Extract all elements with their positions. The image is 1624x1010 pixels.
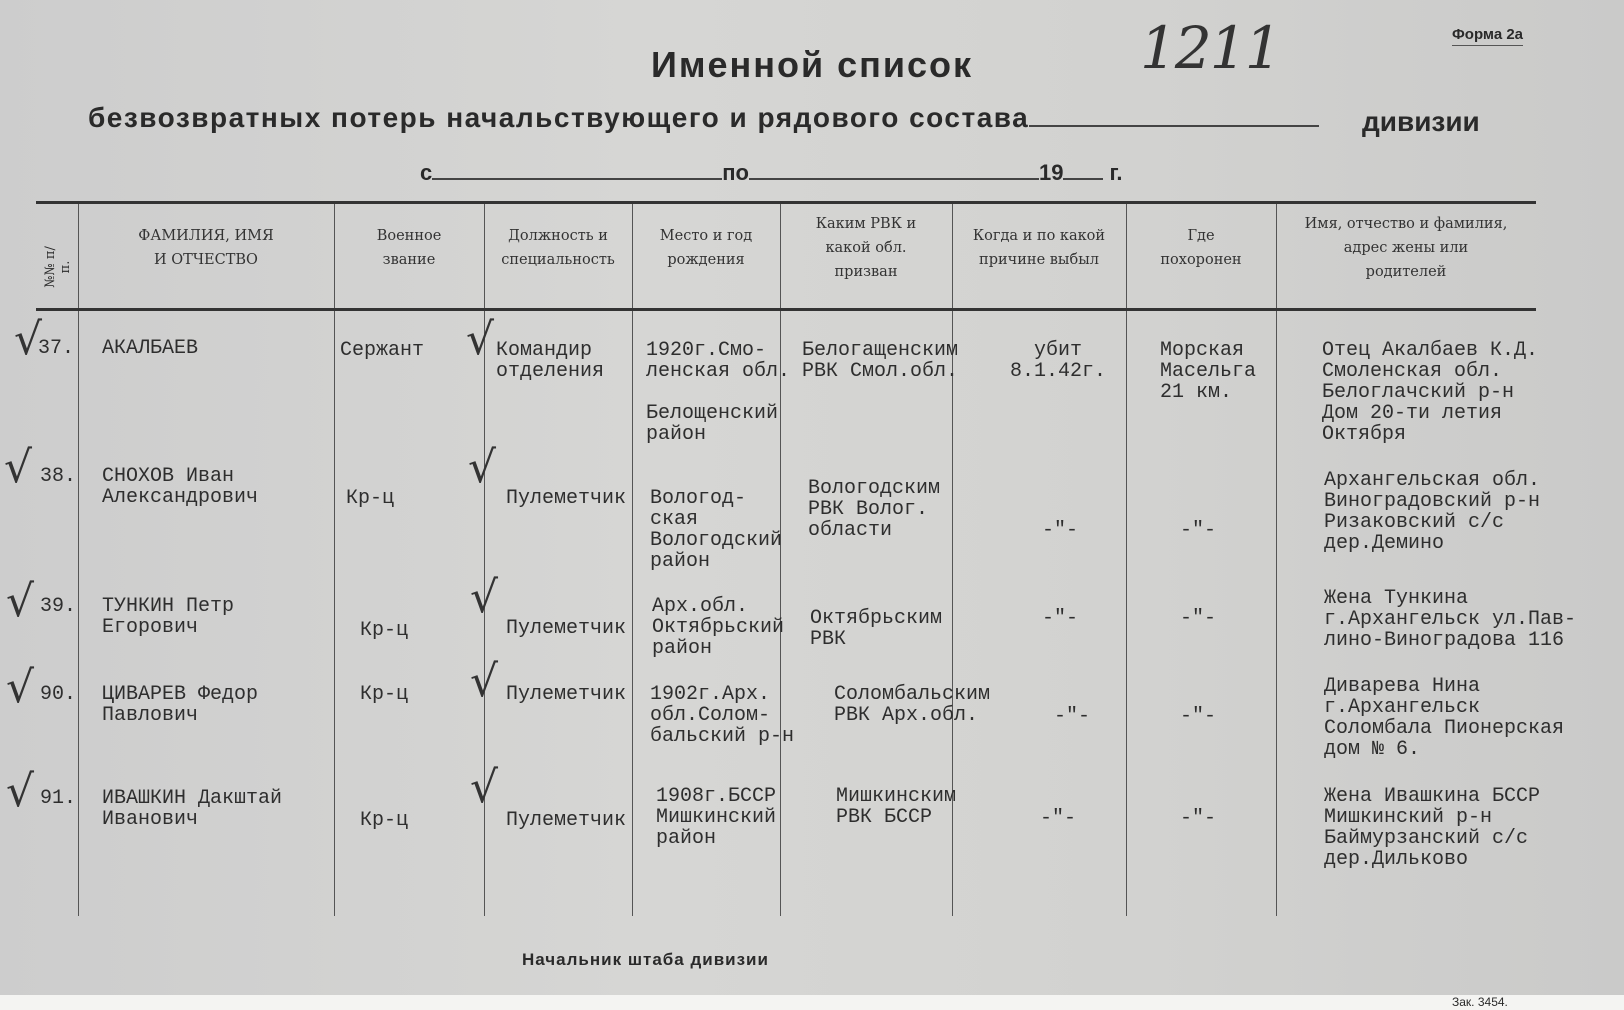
row-when: убит 8.1.42г. bbox=[1010, 339, 1107, 383]
row-buried: -"- bbox=[1180, 705, 1217, 728]
handwritten-number: 1211 bbox=[1140, 14, 1280, 82]
header-when: Когда и по какой причине выбыл bbox=[972, 228, 1106, 268]
checkmark-icon: √ bbox=[6, 576, 35, 627]
row-number: 90. bbox=[40, 683, 77, 706]
row-buried: -"- bbox=[1180, 607, 1217, 630]
header-relatives: Имя, отчество и фамилия, адрес жены или родителей bbox=[1304, 216, 1508, 280]
row-rank: Кр-ц bbox=[360, 683, 409, 706]
row-buried: Морская Масельга 21 км. bbox=[1160, 339, 1257, 404]
row-buried: -"- bbox=[1180, 807, 1217, 830]
row-rvk: Октябрьским РВК bbox=[810, 607, 943, 651]
row-number: 37. bbox=[38, 337, 75, 360]
row-when: -"- bbox=[1054, 705, 1091, 728]
checkmark-icon: √ bbox=[14, 314, 43, 365]
row-position: Командир отделения bbox=[496, 339, 605, 383]
header-birth: Место и год рождения bbox=[659, 228, 753, 268]
row-rank: Кр-ц bbox=[346, 487, 395, 510]
row-when: -"- bbox=[1040, 807, 1077, 830]
row-number: 38. bbox=[40, 465, 77, 488]
checkmark-icon: √ bbox=[470, 572, 499, 623]
year-suffix: г. bbox=[1109, 160, 1123, 185]
row-buried: -"- bbox=[1180, 519, 1217, 542]
date-line bbox=[420, 160, 1123, 186]
row-rank: Кр-ц bbox=[360, 619, 409, 642]
header-rvk: Каким РВК и какой обл. призван bbox=[815, 216, 917, 280]
row-relatives: Жена Ивашкина БССР Мишкинский р-н Баймурзанский с/с дер.Дильково bbox=[1324, 785, 1541, 871]
date-from-label: с bbox=[420, 160, 433, 185]
row-birth: 1908г.БССР Мишкинский район bbox=[656, 785, 777, 850]
document-title: Именной список bbox=[650, 44, 974, 85]
checkmark-icon: √ bbox=[4, 442, 33, 493]
row-relatives: Жена Тункина г.Архангельск ул.Пав- лино-Виноградова 116 bbox=[1324, 587, 1577, 652]
row-relatives: Диварева Нина г.Архангельск Соломбала Пионерская дом № 6. bbox=[1324, 675, 1565, 761]
subtitle-text: безвозвратных потерь начальствующего и рядового состава bbox=[88, 102, 1030, 133]
row-rvk: Белогащенским РВК Смол.обл. bbox=[802, 339, 959, 383]
row-when: -"- bbox=[1042, 607, 1079, 630]
division-word: дивизии bbox=[1362, 106, 1480, 137]
checkmark-icon: √ bbox=[470, 762, 499, 813]
date-to-label: по bbox=[722, 160, 749, 185]
year-blank bbox=[1063, 178, 1103, 180]
row-number: 91. bbox=[40, 787, 77, 810]
row-rank: Сержант bbox=[340, 339, 425, 362]
row-rank: Кр-ц bbox=[360, 809, 409, 832]
year-prefix: 19 bbox=[1038, 160, 1064, 185]
header-rank: Военное звание bbox=[376, 228, 442, 268]
row-name: ИВАШКИН Дакштай Иванович bbox=[102, 787, 283, 831]
row-rvk: Мишкинским РВК БССР bbox=[836, 785, 957, 829]
row-name: СНОХОВ Иван Александрович bbox=[102, 465, 259, 509]
division-blank bbox=[1029, 125, 1319, 127]
row-birth: 1920г.Смо- ленская обл. Белощенский район bbox=[646, 339, 791, 446]
row-birth: Вологод- ская Вологодский район bbox=[650, 487, 783, 573]
row-relatives: Отец Акалбаев К.Д. Смоленская обл. Белоглачский р-н Дом 20-ти летия Октября bbox=[1322, 339, 1539, 446]
footer-chief-of-staff: Начальник штаба дивизии bbox=[522, 950, 769, 969]
row-position: Пулеметчик bbox=[506, 809, 627, 832]
row-position: Пулеметчик bbox=[506, 683, 627, 706]
header-buried: Где похоронен bbox=[1160, 228, 1242, 268]
row-position: Пулеметчик bbox=[506, 487, 627, 510]
header-name: ФАМИЛИЯ, ИМЯ И ОТЧЕСТВО bbox=[138, 228, 274, 268]
document-subtitle bbox=[88, 102, 1319, 134]
date-to-blank bbox=[749, 178, 1039, 180]
checkmark-icon: √ bbox=[468, 442, 497, 493]
row-name: ЦИВАРЕВ Федор Павлович bbox=[102, 683, 259, 727]
checkmark-icon: √ bbox=[470, 656, 499, 707]
checkmark-icon: √ bbox=[6, 662, 35, 713]
row-name: ТУНКИН Петр Егорович bbox=[102, 595, 235, 639]
checkmark-icon: √ bbox=[6, 766, 35, 817]
row-birth: 1902г.Арх. обл.Солом- бальский р-н bbox=[650, 683, 795, 748]
date-from-blank bbox=[432, 178, 722, 180]
row-position: Пулеметчик bbox=[506, 617, 627, 640]
row-number: 39. bbox=[40, 595, 77, 618]
row-relatives: Архангельская обл. Виноградовский р-н Ризаковский с/с дер.Демино bbox=[1324, 469, 1541, 555]
row-rvk: Вологодским РВК Волог. области bbox=[808, 477, 941, 542]
checkmark-icon: √ bbox=[466, 314, 495, 365]
header-number: №№ п/п. bbox=[43, 246, 73, 288]
header-divider bbox=[36, 308, 1536, 311]
header-position: Должность и специальность bbox=[501, 228, 615, 268]
row-rvk: Соломбальским РВК Арх.обл. bbox=[834, 683, 991, 727]
row-name: АКАЛБАЕВ bbox=[102, 337, 199, 360]
paper-edge bbox=[0, 995, 1624, 1010]
form-label: Форма 2а bbox=[1452, 26, 1523, 46]
footer-order-number: Зак. 3454. bbox=[1452, 995, 1508, 1009]
row-when: -"- bbox=[1042, 519, 1079, 542]
row-birth: Арх.обл. Октябрьский район bbox=[652, 595, 785, 660]
